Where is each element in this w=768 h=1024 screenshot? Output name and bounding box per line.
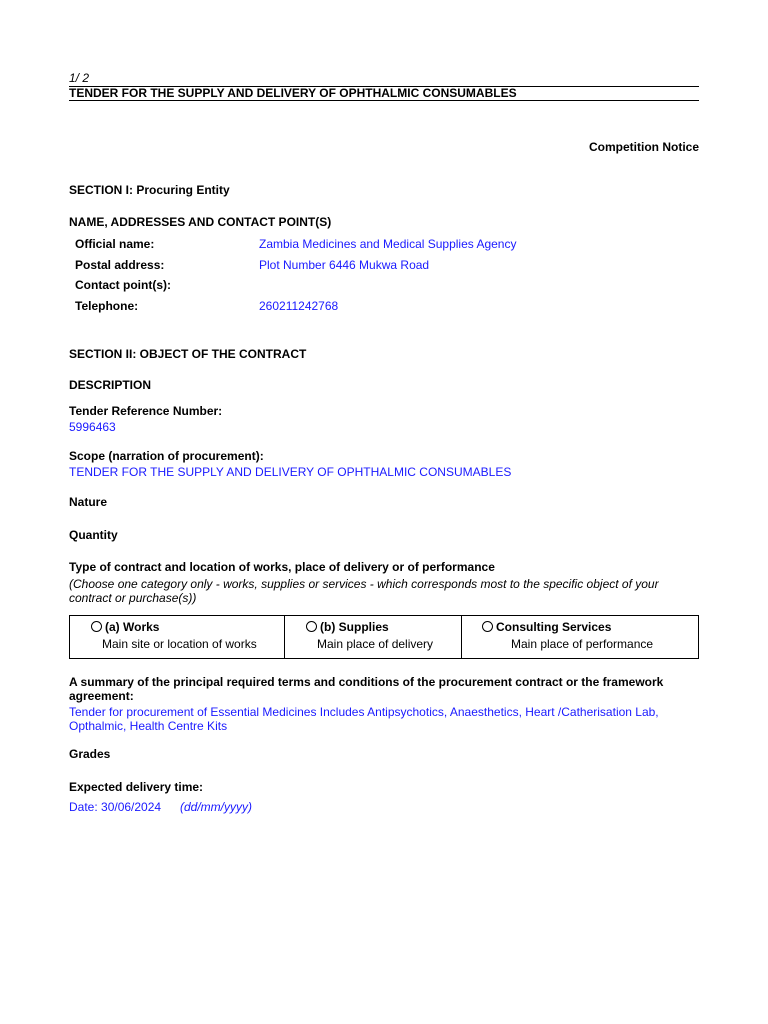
consulting-option-sub: Main place of performance xyxy=(511,637,654,651)
contract-type-label: Type of contract and location of works, place of delivery or of performance xyxy=(69,560,495,574)
notice-type: Competition Notice xyxy=(589,140,699,154)
delivery-time-label: Expected delivery time: xyxy=(69,780,204,794)
radio-works-icon[interactable] xyxy=(91,621,102,632)
radio-supplies-icon[interactable] xyxy=(306,621,317,632)
summary-label: A summary of the principal required terms and conditions of the procurement contract or the framework agreement: xyxy=(69,675,664,703)
scope-label: Scope (narration of procurement): xyxy=(69,449,264,463)
page-indicator: 1/ 2 xyxy=(69,71,90,85)
scope-value: TENDER FOR THE SUPPLY AND DELIVERY OF OPHTHALMIC CONSUMABLES xyxy=(69,465,512,479)
radio-consulting-icon[interactable] xyxy=(482,621,493,632)
nature-label: Nature xyxy=(69,495,108,509)
option-works[interactable] xyxy=(70,616,284,658)
telephone-label: Telephone: xyxy=(75,299,139,313)
tender-ref-label: Tender Reference Number: xyxy=(69,404,223,418)
option-consulting[interactable] xyxy=(461,616,698,658)
grades-label: Grades xyxy=(69,747,111,761)
option-supplies[interactable] xyxy=(284,616,461,658)
contract-type-note: (Choose one category only - works, supplies or services - which corresponds most to the specific object of your contract or purchase(s)) xyxy=(69,577,659,605)
header-rule-bottom xyxy=(69,100,699,101)
delivery-date-format: (dd/mm/yyyy) xyxy=(180,800,252,814)
contract-type-table xyxy=(69,615,699,659)
section1-heading: SECTION I: Procuring Entity xyxy=(69,183,230,197)
delivery-date-value: Date: 30/06/2024 xyxy=(69,800,162,814)
consulting-option-label: Consulting Services xyxy=(496,620,612,634)
contact-point-label: Contact point(s): xyxy=(75,278,171,292)
contact-points-heading: NAME, ADDRESSES AND CONTACT POINT(S) xyxy=(69,215,332,229)
consulting-option-header xyxy=(482,620,611,634)
works-option-label: (a) Works xyxy=(105,620,160,634)
telephone-value: 260211242768 xyxy=(259,299,339,313)
supplies-option-header xyxy=(306,620,389,634)
section2-heading: SECTION II: OBJECT OF THE CONTRACT xyxy=(69,347,307,361)
summary-value: Tender for procurement of Essential Medicines Includes Antipsychotics, Anaesthetics, Heart /Catherisation Lab, Opthalmic, Health Centre Kits xyxy=(69,705,659,733)
postal-address-label: Postal address: xyxy=(75,258,165,272)
works-option-sub: Main site or location of works xyxy=(102,637,257,651)
supplies-option-sub: Main place of delivery xyxy=(317,637,434,651)
official-name-value: Zambia Medicines and Medical Supplies Agency xyxy=(259,237,517,251)
description-heading: DESCRIPTION xyxy=(69,378,152,392)
document-title: TENDER FOR THE SUPPLY AND DELIVERY OF OPHTHALMIC CONSUMABLES xyxy=(69,86,517,100)
postal-address-value: Plot Number 6446 Mukwa Road xyxy=(259,258,430,272)
official-name-label: Official name: xyxy=(75,237,155,251)
works-option-header xyxy=(91,620,159,634)
supplies-option-label: (b) Supplies xyxy=(320,620,389,634)
tender-ref-value: 5996463 xyxy=(69,420,116,434)
quantity-label: Quantity xyxy=(69,528,118,542)
